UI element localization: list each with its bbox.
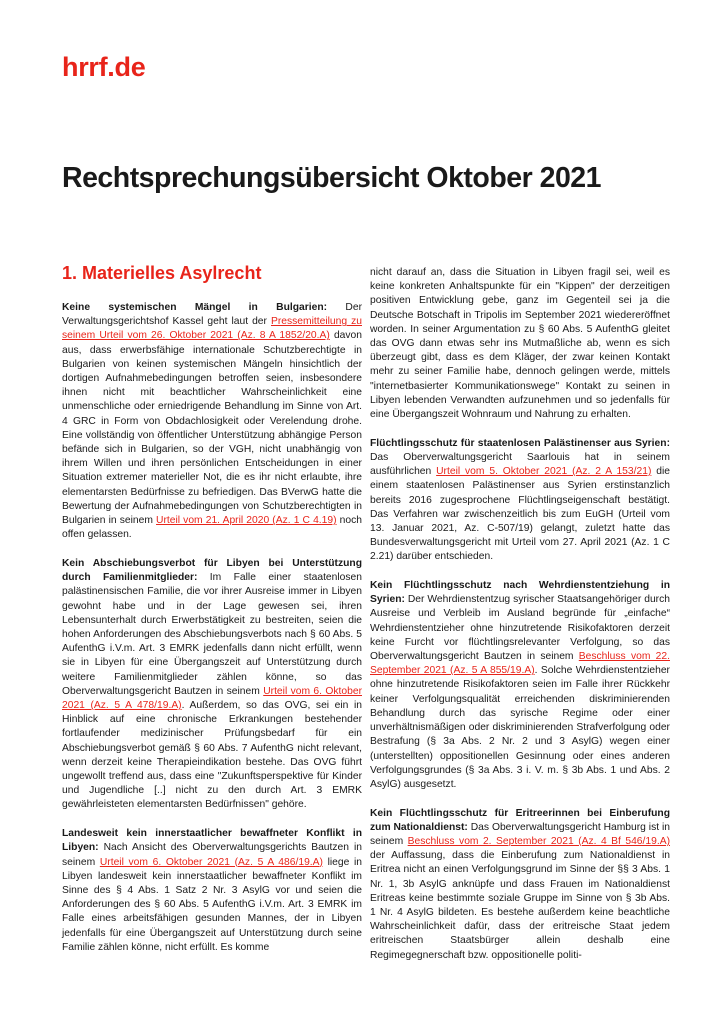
paragraph-eritrea: [370, 807, 670, 963]
paragraph-libya-family: [62, 557, 362, 813]
paragraph-heading: Flüchtlingsschutz für staatenlosen Palästinenser aus Syrien:: [370, 437, 670, 449]
judgment-link-5a486[interactable]: Urteil vom 6. Oktober 2021 (Az. 5 A 486/19.A): [99, 856, 323, 868]
judgment-link-5a478[interactable]: Urteil vom 6. Oktober 2021 (Az. 5 A 478/19.A): [62, 685, 362, 711]
paragraph-text: Der Verwaltungsgerichtshof Kassel geht laut der: [62, 302, 362, 328]
left-column: [62, 262, 362, 969]
judgment-link-2a153[interactable]: Urteil vom 5. Oktober 2021 (Az. 2 A 153/21): [436, 466, 652, 478]
paragraph-text: die einem staatenlosen Palästinenser aus Syrien erstinstanzlich bereits 2016 zugesprochene Flüchtlingseigenschaft bestätigt. Das Verfahren war zwischenzeitlich bis zum EuGH (Urteil vom 13. Januar 2021, Az. C-507/19) gelangt, zuletzt hatte das Bundesverwaltungsgericht mit Urteil vom 27. April 2021 (Az. 1 C 2.21) darüber entschieden.: [370, 466, 670, 563]
bverwg-judgment-link[interactable]: Urteil vom 21. April 2020 (Az. 1 C 4.19): [156, 515, 337, 527]
section-heading: 1. Materielles Asylrecht: [62, 263, 262, 283]
paragraph-libya-conflict: [62, 827, 362, 955]
paragraph-heading: Landesweit kein innerstaatlicher bewaffneter Konflikt in Libyen:: [62, 828, 362, 854]
paragraph-text: Das Oberverwaltungsgericht Hamburg ist in seinem: [370, 821, 670, 848]
paragraph-text: Das Oberverwaltungsgericht Saarlouis hat in seinem ausführlichen: [370, 451, 670, 478]
paragraph-text: der Auffassung, dass die Einberufung zum Nationaldienst in Eritrea nicht an einen Verfolgungsgrund im Sinne der §§ 3 Abs. 1 Nr. 1, 3b AsylG anknüpfe und dass Frauen im Nationaldienst Eritreas keine bestimmte soziale Gruppe im Sinne von § 3b Abs. 1 Nr. 4 AsylG bildeten. Es bestehe außerdem keine beachtliche Wahrscheinlichkeit dafür, dass der eritreische Staat jedem eritreischen Staatsbürger allein deshalb eine Regimegegnerschaft bzw. oppositionelle politi-: [370, 850, 670, 961]
paragraph-text: Im Falle einer staatenlosen palästinensischen Familie, die vor ihrer Ausreise immer in Libyen gewohnt habe und in der Lage gewesen sei, ihren Lebensunterhalt durch Erwerbstätigkeit zu bestreiten, seien die hohen Anforderungen des Abschiebungsverbots nach § 60 Abs. 5 AufenthG i.V.m. Art. 3 EMRK jedenfalls dann nicht erfüllt, wenn sie in Libyen für eine Übergangszeit auf Unterstützung durch weitere Familienmitglieder zählen könne, so das Oberverwaltungsgericht Bautzen in seinem: [62, 572, 362, 697]
paragraph-text: . Außerdem, so das OVG, sei ein in Hinblick auf eine chronische Erkrankungen bestehender fortlaufender medizinischer Prüfungsbedarf für ein Abschiebungsverbot gemäß § 60 Abs. 7 AufenthG nicht relevant, wenn derzeit keine Therapieindikation bestehe. Das OVG führt ungewollt treffend aus, dass eine "Zukunftsperspektive für Kinder und Jugendliche [..] nicht zu den durch Art. 3 EMRK gewährleisteten elementarsten Bedürfnissen" gehöre.: [62, 699, 362, 811]
paragraph-heading: Kein Flüchtlingsschutz für Eritreerinnen bei Einberufung zum Nationaldienst:: [370, 807, 670, 833]
paragraph-heading: Kein Abschiebungsverbot für Libyen bei Unterstützung durch Familienmitglieder:: [62, 557, 362, 584]
site-logo[interactable]: hrrf.de: [62, 52, 146, 82]
decision-link-4bf546[interactable]: Beschluss vom 2. September 2021 (Az. 4 Bf 546/19.A): [407, 836, 670, 848]
decision-link-5a855[interactable]: Beschluss vom 22. September 2021 (Az. 5 A 855/19.A): [370, 651, 670, 677]
paragraph-syria-military: [370, 579, 670, 792]
paragraph-libya-continued: [370, 266, 670, 422]
paragraph-palestinian-syria: [370, 437, 670, 565]
paragraph-text: liege in Libyen landesweit kein innerstaatlicher bewaffneter Konflikt im Sinne des § 4 Abs. 1 Satz 2 Nr. 3 AsylG vor und seien die Anforderungen des § 60 Abs. 5 AufenthG i.V.m. Art. 3 EMRK im Falle eines arbeitsfähigen gesunden Mannes, der in Libyen jedenfalls für eine Übergangszeit auf Unterstützung durch seine Familie zählen könne, nicht erfüllt. Es komme: [62, 856, 362, 953]
paragraph-heading: Keine systemischen Mängel in Bulgarien:: [62, 302, 328, 313]
right-column: [370, 266, 670, 977]
paragraph-heading: Kein Flüchtlingsschutz nach Wehrdienstentziehung in Syrien:: [370, 580, 670, 606]
paragraph-text: davon aus, dass erwerbsfähige internationale Schutzberechtigte in Bulgarien von keinen systemischen Mängeln hinsichtlich der dortigen Aufnahmebedingungen betroffen seien, insbesondere ihnen nicht mit beachtlicher Wahrscheinlichkeit eine unmenschliche oder erniedrigende Behandlung im Sinne von Art. 4 GRC in Form von Obdachlosigkeit oder Verelendung drohe. Eine vollständig von öffentlicher Unterstützung abhängige Person befände sich in Bulgarien, so der VGH, nicht unabhängig von ihrem Willen und ihren persönlichen Entscheidungen in einer Situation extremer materieller Not, die es ihr nicht erlaubte, ihre elementarsten Bedürfnisse zu befriedigen. Das BVerwG hatte die Bewertung der Aufnahmebedingungen von Schutzberechtigten in Bulgarien in seinem: [62, 330, 362, 527]
paragraph-text: Der Wehrdienstentzug syrischer Staatsangehöriger durch Ausreise und Verbleib im Ausland begründe für „einfache“ Wehrdienstentzieher ohne hinzutretende Risikofaktoren derzeit keine Furcht vor flüchtlingsrelevanter Verfolgung, so das Oberverwaltungsgericht Bautzen in seinem: [370, 594, 670, 663]
paragraph-bulgaria: [62, 301, 362, 542]
paragraph-text: Nach Ansicht des Oberverwaltungsgerichts Bautzen in seinem: [62, 842, 362, 868]
document-title: Rechtsprechungsübersicht Oktober 2021: [62, 162, 602, 194]
paragraph-text: . Solche Wehrdienstentzieher ohne hinzutretende Risikofaktoren seien im Falle ihrer Rückkehr keiner Verfolgungsqualität erreichenden diskriminierenden Behandlung durch das syrische Regime oder einer unverhältnismäßigen oder diskriminierenden Strafverfolgung oder Bestrafung (§ 3a Abs. 2 Nr. 2 und 3 AsylG) wegen einer (unterstellten) oppositionellen Gesinnung oder eines anderen Verfolgungsgrundes (§ 3a Abs. 3 i. V. m. § 3b Abs. 1 und Abs. 2 AsylG) ausgesetzt.: [370, 665, 670, 790]
paragraph-text: nicht darauf an, dass die Situation in Libyen fragil sei, weil es keine konkreten Anhaltspunkte für ein "Kippen" der derzeitigen positiven Entwicklung gebe, ganz im Gegenteil sei ja die Deutsche Botschaft in Tripolis im September 2021 wiedereröffnet worden. In seiner Argumentation zu § 60 Abs. 5 AufenthG gleitet das OVG dann etwas sehr ins Mutmaßliche ab, wenn es sich überzeugt gibt, dass es dem Kläger, der zwar keinen Kontakt mehr zu seiner Familie habe, dennoch gelingen werde, mittels "internetbasierter Kommunikationswege" Kontakt zu seinen in Libyen lebenden Verwandten aufzunehmen und so jedenfalls für eine Übergangszeit Wohnraum und Nahrung zu erhalten.: [370, 267, 670, 421]
press-release-link[interactable]: Pressemitteilung zu seinem Urteil vom 26. Oktober 2021 (Az. 8 A 1852/20.A): [62, 316, 362, 342]
paragraph-text: noch offen gelassen.: [62, 515, 362, 541]
